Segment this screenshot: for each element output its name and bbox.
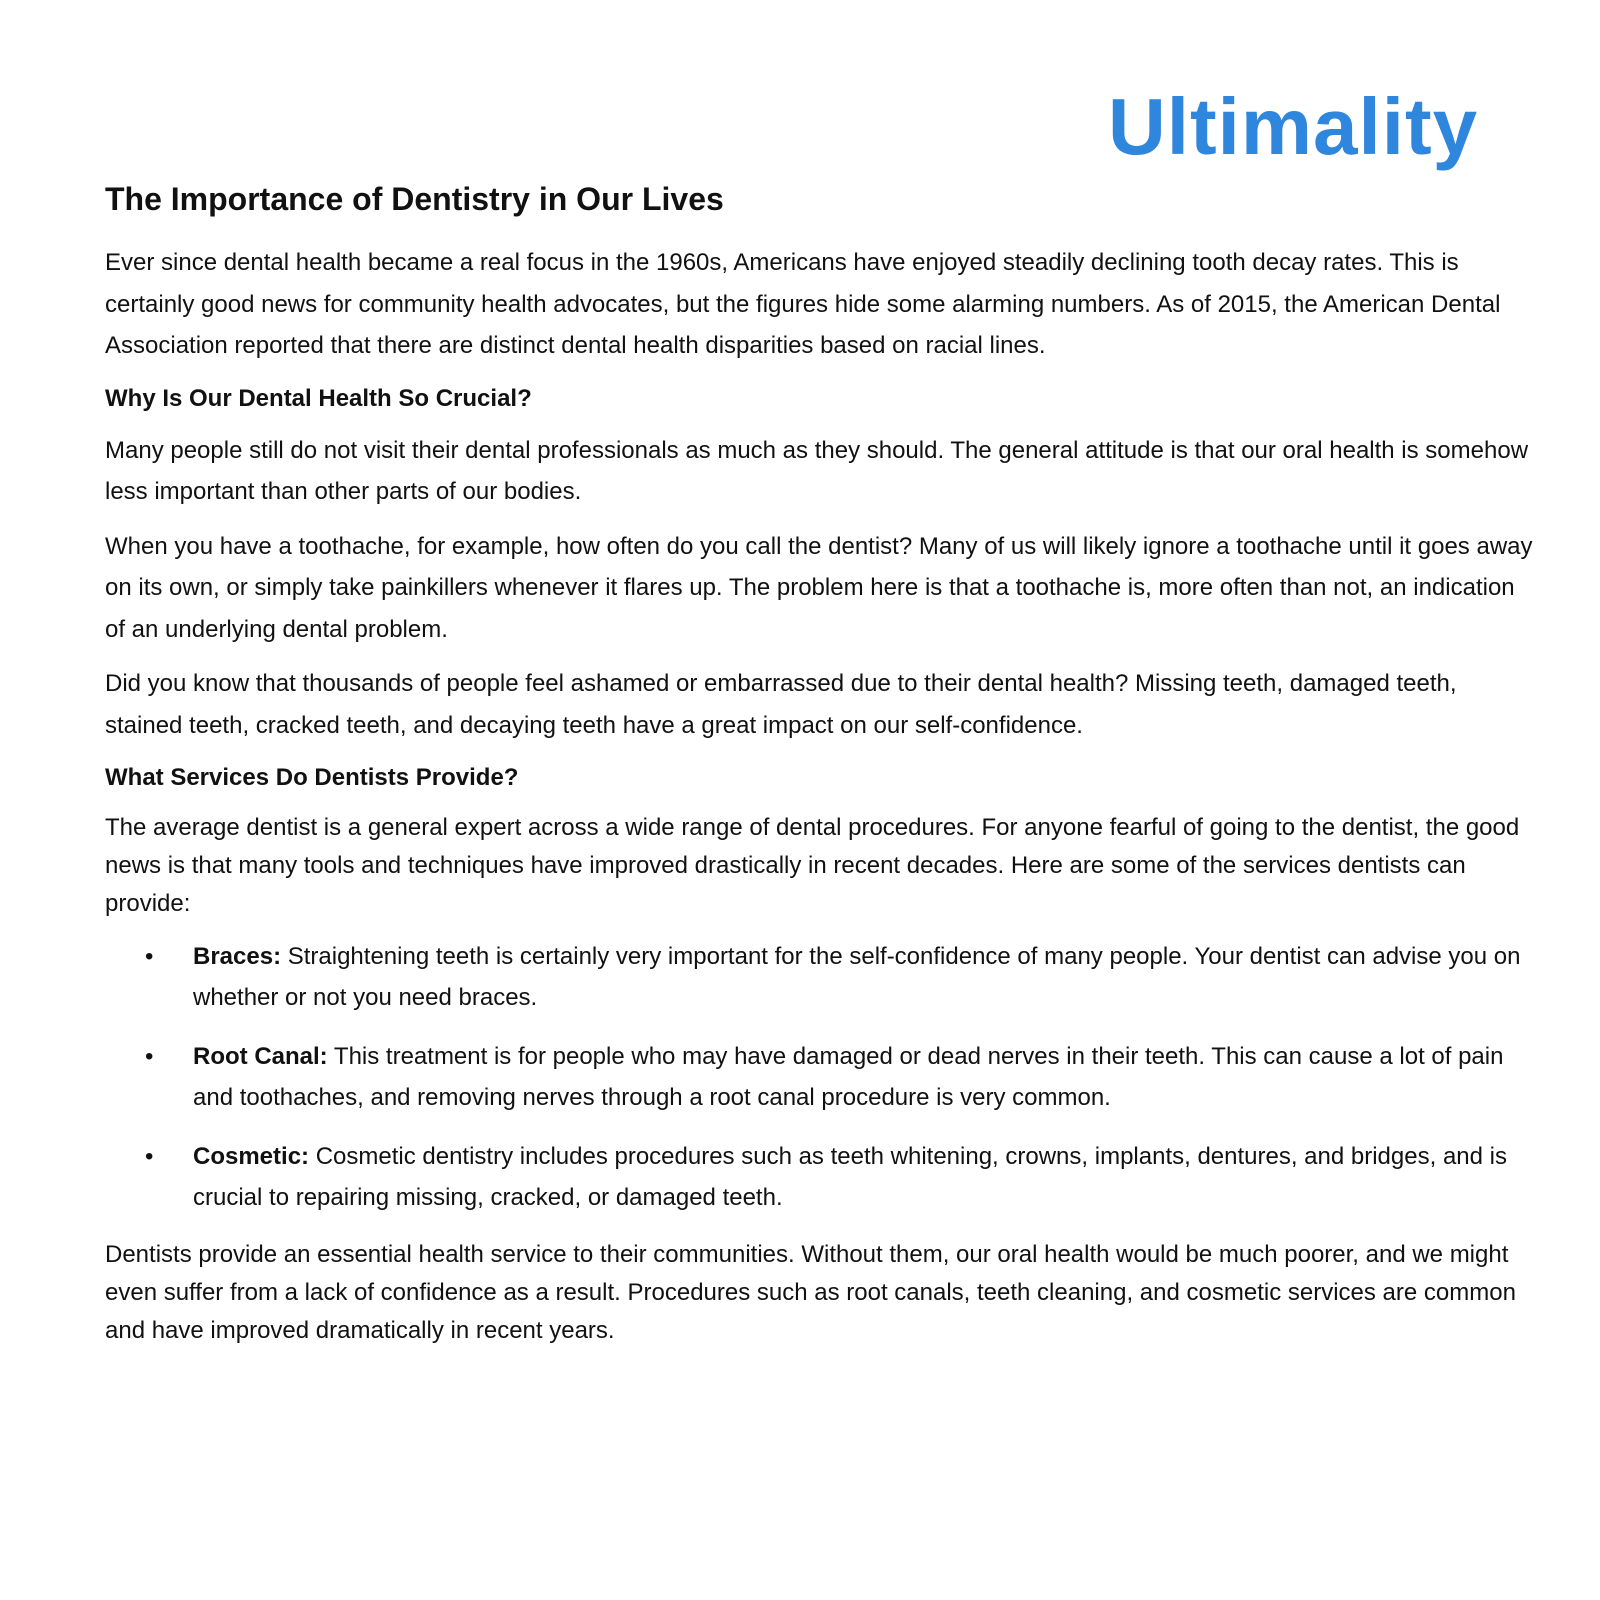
- intro-paragraph: Ever since dental health became a real focus in the 1960s, Americans have enjoyed steadily declining tooth decay rates. This is certainly good news for community health advocates, but the figures hide some alarming numbers. As of 2015, the American Dental Association reported that there are distinct dental health disparities based on racial lines.: [105, 249, 1501, 359]
- section-heading-dentist-services: What Services Do Dentists Provide?: [105, 764, 519, 791]
- article-content: [105, 170, 1535, 1363]
- service-description: Straightening teeth is certainly very important for the self-confidence of many people. Your dentist can advise you on whether or not you need braces.: [193, 943, 1521, 1011]
- bullet-icon: •: [145, 943, 154, 970]
- section1-paragraph: When you have a toothache, for example, how often do you call the dentist? Many of us will likely ignore a toothache until it goes away on its own, or simply take painkillers whenever it flares up. The problem here is that a toothache is, more often than not, an indication of an underlying dental problem.: [105, 532, 1533, 643]
- services-intro-paragraph: The average dentist is a general expert across a wide range of dental procedures. For anyone fearful of going to the dentist, the good news is that many tools and techniques have improved drastically in recent decades. Here are some of the services dentists can provide:: [105, 814, 1520, 917]
- service-item-cosmetic: [105, 1136, 1535, 1218]
- service-term: Braces:: [193, 943, 282, 970]
- bullet-icon: •: [145, 1143, 154, 1170]
- service-term: Cosmetic:: [193, 1143, 310, 1170]
- service-item-root-canal: [105, 1036, 1535, 1118]
- bullet-icon: •: [145, 1043, 154, 1070]
- brand-logo: Ultimality: [1108, 82, 1479, 171]
- closing-paragraph: Dentists provide an essential health service to their communities. Without them, our oral health would be much poorer, and we might even suffer from a lack of confidence as a result. Procedures such as root canals, teeth cleaning, and cosmetic services are common and have improved dramatically in recent years.: [105, 1241, 1516, 1344]
- service-term: Root Canal:: [193, 1043, 328, 1070]
- page-title: The Importance of Dentistry in Our Lives: [105, 181, 724, 217]
- section1-paragraph: Many people still do not visit their dental professionals as much as they should. The general attitude is that our oral health is somehow less important than other parts of our bodies.: [105, 436, 1529, 505]
- section1-paragraph: Did you know that thousands of people feel ashamed or embarrassed due to their dental health? Missing teeth, damaged teeth, stained teeth, cracked teeth, and decaying teeth have a great impact on our self-confidence.: [105, 670, 1457, 739]
- service-item-braces: [105, 936, 1535, 1018]
- service-description: This treatment is for people who may have damaged or dead nerves in their teeth. This can cause a lot of pain and toothaches, and removing nerves through a root canal procedure is very common.: [193, 1043, 1504, 1111]
- section-heading-why-dental-health-crucial: Why Is Our Dental Health So Crucial?: [105, 384, 532, 412]
- service-description: Cosmetic dentistry includes procedures such as teeth whitening, crowns, implants, dentures, and bridges, and is crucial to repairing missing, cracked, or damaged teeth.: [193, 1143, 1507, 1211]
- services-list: [105, 936, 1535, 1218]
